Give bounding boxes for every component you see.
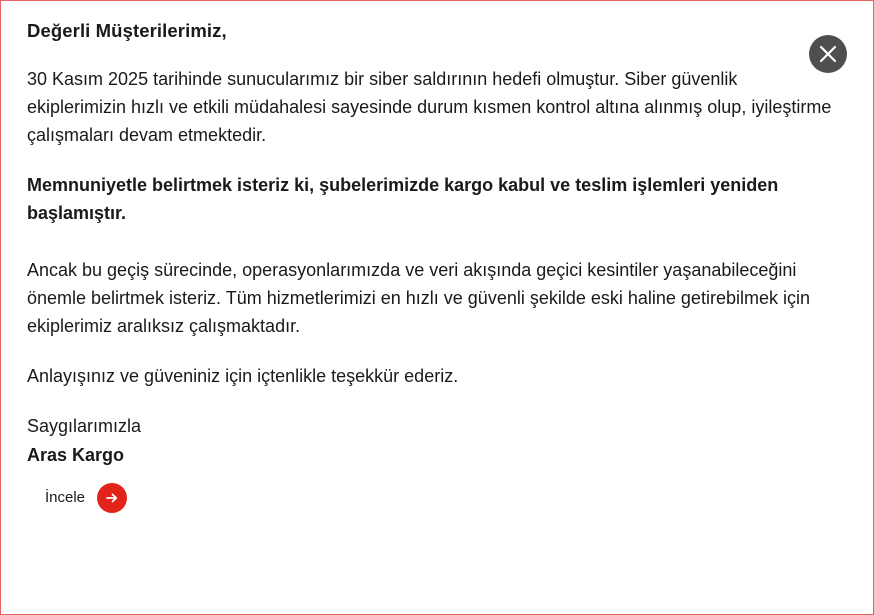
signoff-regards: Saygılarımızla xyxy=(27,415,142,436)
signoff-company: Aras Kargo xyxy=(27,444,125,465)
notice-paragraph-2: Memnuniyetle belirtmek isteriz ki, şubelerimizde kargo kabul ve teslim işlemleri yeniden başlamıştır. xyxy=(27,174,779,223)
notice-paragraph-4: Anlayışınız ve güveniniz için içtenlikle teşekkür ederiz. xyxy=(27,366,459,387)
cta-label: İncele xyxy=(45,489,86,507)
signoff xyxy=(27,413,847,469)
arrow-right-icon xyxy=(104,490,120,506)
cta-arrow-button[interactable] xyxy=(97,483,127,513)
page-title: Değerli Müşterilerimiz, xyxy=(27,20,227,41)
cta-row[interactable] xyxy=(27,483,847,513)
close-button[interactable] xyxy=(809,35,847,73)
notice-paragraph-1: 30 Kasım 2025 tarihinde sunucularımız bir siber saldırının hedefi olmuştur. Siber güvenlik ekiplerimizin hızlı ve etkili müdahalesi sayesinde durum kısmen kontrol altına alınmış olup, iyileştirme çalışmaları devam etmektedir. xyxy=(27,68,832,145)
close-icon xyxy=(817,43,839,65)
notice-paragraph-3: Ancak bu geçiş sürecinde, operasyonlarımızda ve veri akışında geçici kesintiler yaşanabileceğini önemle belirtmek isteriz. Tüm hizmetlerimizi en hızlı ve güvenli şekilde eski haline getirebilmek için ekiplerimiz aralıksız çalışmaktadır. xyxy=(27,260,810,337)
